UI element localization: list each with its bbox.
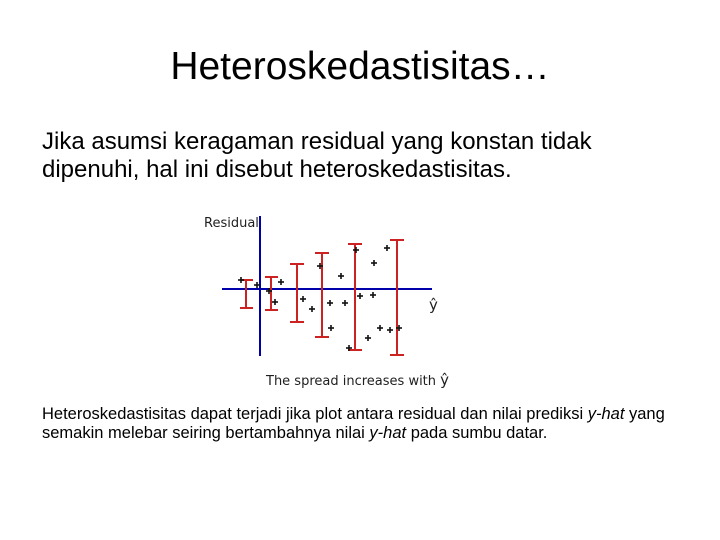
- spread-bar: [290, 264, 304, 322]
- note-term-2: y-hat: [369, 424, 407, 442]
- slide-title: Heteroskedastisitas…: [170, 45, 550, 88]
- data-point: [272, 299, 278, 305]
- yhat-axis-symbol: ŷ: [429, 296, 438, 314]
- data-point: [328, 325, 334, 331]
- note-part-1: Heteroskedastisitas dapat terjadi jika plot antara residual dan nilai prediksi: [42, 405, 588, 423]
- data-point: [342, 300, 348, 306]
- data-point: [377, 325, 383, 331]
- residual-axis-label: Residual: [204, 216, 259, 231]
- plot-caption: [266, 371, 449, 389]
- data-point: [387, 327, 393, 333]
- note-part-3: pada sumbu datar.: [406, 424, 548, 442]
- explanation-paragraph: [42, 405, 702, 443]
- data-point: [338, 273, 344, 279]
- note-term-1: y-hat: [587, 405, 625, 423]
- data-point: [370, 292, 376, 298]
- spread-bar: [240, 280, 253, 308]
- data-point: [278, 279, 284, 285]
- data-point: [357, 293, 363, 299]
- data-point: [238, 277, 244, 283]
- spread-bar: [390, 240, 404, 355]
- data-point: [384, 245, 390, 251]
- spread-bars: [240, 240, 404, 355]
- data-point: [371, 260, 377, 266]
- residual-plot: [198, 210, 460, 390]
- spread-bar: [265, 277, 278, 310]
- residual-plot-figure: [198, 210, 460, 390]
- data-point: [365, 335, 371, 341]
- data-point: [327, 300, 333, 306]
- data-point: [353, 247, 359, 253]
- caption-yhat-symbol: ŷ: [440, 371, 450, 389]
- data-point: [300, 296, 306, 302]
- data-point: [309, 306, 315, 312]
- caption-text: The spread increases with: [266, 374, 437, 389]
- intro-paragraph: Jika asumsi keragaman residual yang konstan tidak dipenuhi, hal ini disebut heteroskedastisitas.: [42, 128, 592, 183]
- residual-points: [238, 245, 402, 351]
- note-part-2: yang semakin melebar seiring bertambahnya nilai: [42, 405, 665, 442]
